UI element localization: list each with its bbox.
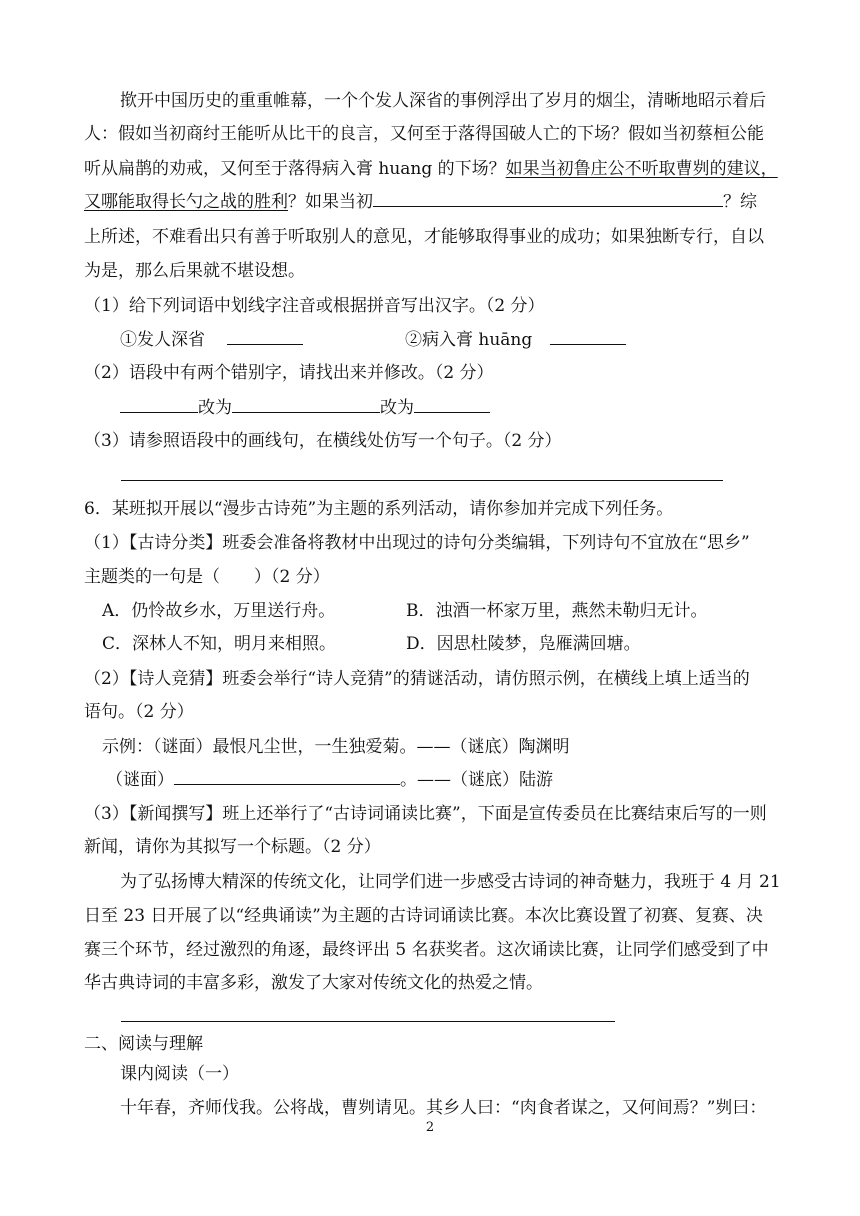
page-number: 2 bbox=[425, 1120, 435, 1135]
q6-part1-line2: 主题类的一句是（ ）（2 分） bbox=[84, 567, 330, 587]
q5-item2: ②病入膏 huāng bbox=[405, 330, 533, 350]
q5-item2-blank[interactable] bbox=[550, 328, 626, 345]
news-line1: 为了弘扬博大精深的传统文化，让同学们进一步感受古诗词的神奇魅力，我班于 4 月 21 bbox=[120, 872, 781, 892]
q6-part3-line1: （3）【新闻撰写】班上还举行了“古诗词诵读比赛”，下面是宣传委员在比赛结束后写的一则 bbox=[84, 804, 767, 824]
para1-line4-mid: ？如果当初 bbox=[288, 192, 373, 212]
option-b: B．浊酒一杯家万里，燕然未勒归无计。 bbox=[406, 601, 708, 621]
wrong-char-1-blank[interactable] bbox=[120, 396, 198, 413]
para1-line1: 揿开中国历史的重重帷幕，一个个发人深省的事例浮出了岁月的烟尘，清晰地昭示着后 bbox=[120, 91, 766, 111]
news-line4: 华古典诗词的丰富多彩，激发了大家对传统文化的热爱之情。 bbox=[84, 973, 543, 993]
para1-line4-end: ？综 bbox=[723, 192, 757, 212]
q6-part1-line1: （1）【古诗分类】班委会准备将教材中出现过的诗句分类编辑，下列诗句不宜放在“思乡” bbox=[84, 533, 750, 553]
q5-part1: （1）给下列词语中划线字注音或根据拼音写出汉字。（2 分） bbox=[84, 296, 545, 316]
news-line3: 赛三个环节，经过激烈的角逐，最终评出 5 名获奖者。这次诵读比赛，让同学们感受到了中 bbox=[84, 940, 769, 960]
q5-part3: （3）请参照语段中的画线句，在横线处仿写一个句子。（2 分） bbox=[84, 431, 562, 451]
q5-part1-items bbox=[120, 325, 626, 355]
change-to-1: 改为 bbox=[198, 398, 232, 418]
para1-line4 bbox=[84, 187, 757, 217]
correct-char-2-blank[interactable] bbox=[414, 396, 490, 413]
q5-item1: ①发人深省 bbox=[120, 330, 205, 350]
riddle-example: 示例：（谜面）最恨凡尘世，一生独爱菊。——（谜底）陶渊明 bbox=[102, 737, 570, 757]
option-a: A．仍怜故乡水，万里送行舟。 bbox=[102, 601, 336, 621]
underlined-sentence-part1: 如果当初鲁庄公不听取曹刿的建议， bbox=[505, 159, 778, 179]
q5-part2: （2）语段中有两个错别字，请找出来并修改。（2 分） bbox=[84, 363, 494, 383]
para1-line5: 上所述，不难看出只有善于听取别人的意见，才能够取得事业的成功；如果独断专行，自以 bbox=[84, 227, 764, 247]
riddle-suffix: 。——（谜底）陆游 bbox=[400, 770, 553, 790]
riddle-blank[interactable] bbox=[174, 768, 400, 785]
riddle-prefix: （谜面） bbox=[106, 770, 174, 790]
q6-title: 6．某班拟开展以“漫步古诗苑”为主题的系列活动，请你参加并完成下列任务。 bbox=[84, 499, 674, 519]
option-d: D．因思杜陵梦，凫雁满回塘。 bbox=[406, 634, 641, 654]
q5-part3-answer-line[interactable] bbox=[121, 480, 723, 481]
change-to-2: 改为 bbox=[380, 398, 414, 418]
section-heading: 二、阅读与理解 bbox=[84, 1034, 203, 1054]
q5-item1-blank[interactable] bbox=[227, 328, 303, 345]
para1-line3 bbox=[84, 154, 778, 184]
q6-part2-line2: 语句。（2 分） bbox=[84, 702, 194, 722]
imitation-blank-in-text[interactable] bbox=[373, 190, 723, 207]
classical-text: 十年春，齐师伐我。公将战，曹刿请见。其乡人曰：“肉食者谋之，又何间焉？”刿曰： bbox=[120, 1098, 767, 1118]
section-subheading: 课内阅读（一） bbox=[120, 1064, 239, 1084]
para1-line3-text: 听从扁鹊的劝戒，又何至于落得病入膏 huang 的下场？ bbox=[84, 159, 506, 179]
q5-part2-blanks bbox=[120, 393, 490, 423]
riddle-fill bbox=[106, 765, 553, 795]
option-c: C．深林人不知，明月来相照。 bbox=[102, 634, 337, 654]
q6-part3-line2: 新闻，请你为其拟写一个标题。（2 分） bbox=[84, 837, 381, 857]
news-line2: 日至 23 日开展了以“经典诵读”为主题的古诗词诵读比赛。本次比赛设置了初赛、复赛、决 bbox=[84, 906, 763, 926]
para1-line6: 为是，那么后果就不堪设想。 bbox=[84, 261, 305, 281]
news-title-answer-line[interactable] bbox=[121, 1021, 615, 1022]
q6-part2-line1: （2）【诗人竞猜】班委会举行“诗人竞猜”的猜谜活动，请仿照示例，在横线上填上适当的 bbox=[84, 669, 750, 689]
underlined-sentence-part2: 又哪能取得长勺之战的胜利 bbox=[84, 192, 288, 212]
correct-char-1-blank[interactable] bbox=[232, 396, 380, 413]
para1-line2: 人：假如当初商纣王能听从比干的良言，又何至于落得国破人亡的下场？假如当初蔡桓公能 bbox=[84, 124, 764, 144]
